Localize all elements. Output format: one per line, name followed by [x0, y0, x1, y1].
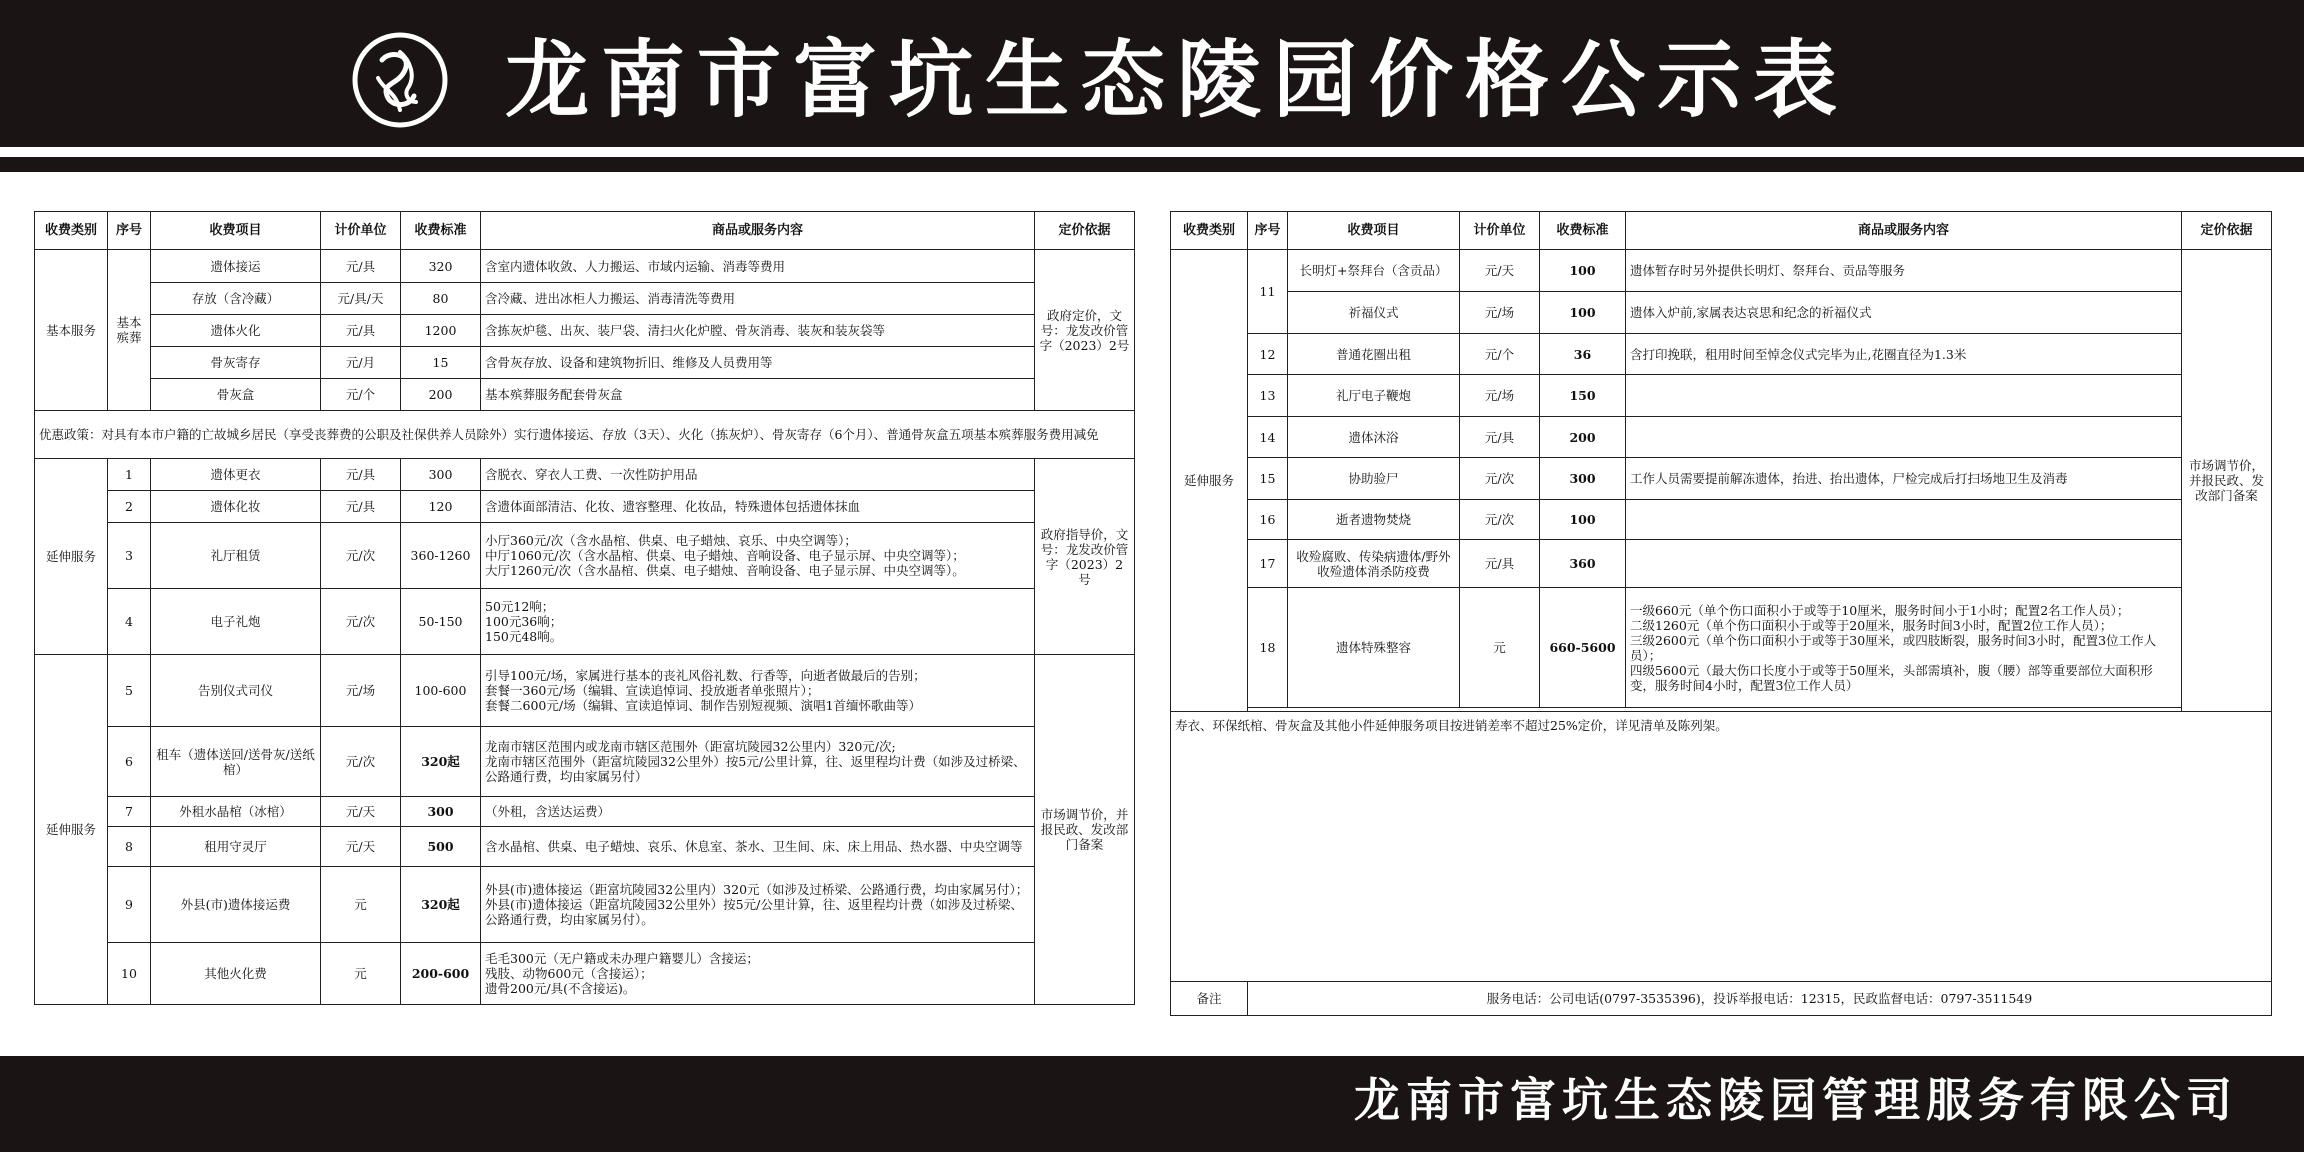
price-cell: 50-150	[401, 589, 481, 655]
content-cell	[1626, 417, 2182, 458]
content-cell: 含拣灰炉毯、出灰、装尸袋、清扫火化炉膛、骨灰消毒、装灰和装灰袋等	[481, 315, 1035, 347]
table-row	[1171, 458, 2272, 500]
unit-cell: 元/场	[1460, 292, 1540, 334]
col-header-basis: 定价依据	[2182, 212, 2272, 250]
unit-cell: 元/次	[1460, 500, 1540, 540]
content-cell: 含骨灰存放、设备和建筑物折旧、维修及人员费用等	[481, 347, 1035, 379]
content-cell	[481, 727, 1035, 797]
remark-text: 服务电话：公司电话(0797-3535396)，投诉举报电话：12315，民政监督电话：0797-3511549	[1248, 982, 2272, 1016]
price-cell: 200	[1540, 417, 1626, 458]
unit-cell: 元/天	[321, 797, 401, 827]
content-cell: 基本殡葬服务配套骨灰盒	[481, 379, 1035, 411]
content-line: 二级1260元（单个伤口面积小于或等于20厘米，服务时间3小时，配置2位工作人员）；	[1630, 617, 2113, 633]
table-row	[1171, 500, 2272, 540]
no-cell: 4	[108, 589, 151, 655]
table-row	[35, 347, 1135, 379]
unit-cell: 元/天	[1460, 250, 1540, 292]
item-cell: 长明灯+祭拜台（含贡品）	[1288, 250, 1460, 292]
content-line: 外县(市)遗体接运（距富坑陵园32公里内）320元（如涉及过桥梁、公路通行费，均由家属另付）；	[485, 882, 1029, 897]
unit-cell: 元/次	[321, 523, 401, 589]
footer-company-name: 龙南市富坑生态陵园管理服务有限公司	[1354, 1073, 2238, 1127]
basis-cell: 市场调节价，并报民政、发改部门备案	[1035, 655, 1135, 1005]
table-header-row	[1171, 212, 2272, 250]
no-cell: 14	[1248, 417, 1288, 458]
content-line: 中厅1060元/次（含水晶棺、供桌、电子蜡烛、音响设备、电子显示屏、中央空调等）；	[485, 548, 965, 563]
col-header-no: 序号	[108, 212, 151, 250]
unit-cell: 元/天	[321, 827, 401, 867]
table-row	[35, 867, 1135, 943]
unit-cell: 元/具	[321, 491, 401, 523]
price-cell: 360	[1540, 540, 1626, 588]
table-row	[35, 943, 1135, 1005]
content-line: 遗骨200元/具(不含接运)。	[485, 981, 636, 996]
item-cell: 祈福仪式	[1288, 292, 1460, 334]
price-cell: 300	[1540, 458, 1626, 500]
price-cell: 120	[401, 491, 481, 523]
unit-cell: 元/具	[1460, 540, 1540, 588]
col-header-no: 序号	[1248, 212, 1288, 250]
table-row	[35, 250, 1135, 283]
unit-cell: 元/场	[1460, 375, 1540, 417]
no-cell: 6	[108, 727, 151, 797]
price-cell: 150	[1540, 375, 1626, 417]
content-cell: 遗体暂存时另外提供长明灯、祭拜台、贡品等服务	[1626, 250, 2182, 292]
content-line: 小厅360元/次（含水晶棺、供桌、电子蜡烛、哀乐、中央空调等）；	[485, 533, 857, 548]
content-cell	[481, 523, 1035, 589]
price-cell: 200-600	[401, 943, 481, 1005]
price-cell: 300	[401, 459, 481, 491]
table-row	[1171, 334, 2272, 375]
item-cell: 遗体化妆	[151, 491, 321, 523]
price-cell: 320	[401, 250, 481, 283]
no-cell: 13	[1248, 375, 1288, 417]
table-row	[35, 315, 1135, 347]
price-table-right	[1170, 211, 2272, 1016]
unit-cell: 元/次	[321, 727, 401, 797]
table-row	[35, 283, 1135, 315]
basis-cell: 政府定价，文号：龙发改价管字（2023）2号	[1035, 250, 1135, 411]
col-header-category: 收费类别	[35, 212, 108, 250]
policy-note: 优惠政策：对具有本市户籍的亡故城乡居民（享受丧葬费的公职及社保供养人员除外）实行遗体接运、存放（3天）、火化（拣灰炉）、骨灰寄存（6个月）、普通骨灰盒五项基本殡葬服务费用减免	[35, 411, 1135, 459]
remark-row	[1171, 982, 2272, 1016]
table-row	[1171, 540, 2272, 588]
table-row	[1171, 375, 2272, 417]
content-line: 100元36响；	[485, 614, 563, 629]
item-cell: 遗体更衣	[151, 459, 321, 491]
no-cell: 17	[1248, 540, 1288, 588]
price-cell: 320起	[401, 727, 481, 797]
unit-cell: 元	[321, 867, 401, 943]
content-cell	[1626, 588, 2182, 708]
content-cell	[481, 589, 1035, 655]
content-cell	[1626, 375, 2182, 417]
col-header-price: 收费标准	[401, 212, 481, 250]
content-line: 三级2600元（单个伤口面积小于或等于30厘米，或四肢断裂，服务时间3小时，配置3位工作人员）；	[1630, 632, 2157, 663]
unit-cell: 元/具	[321, 250, 401, 283]
unit-cell: 元/具	[321, 315, 401, 347]
table-row	[1171, 250, 2272, 292]
item-cell: 收殓腐败、传染病遗体/野外收殓遗体消杀防疫费	[1288, 540, 1460, 588]
no-cell: 10	[108, 943, 151, 1005]
price-cell: 15	[401, 347, 481, 379]
item-cell: 协助验尸	[1288, 458, 1460, 500]
basis-cell: 市场调节价，并报民政、发改部门备案	[2182, 250, 2272, 712]
category-cell: 延伸服务	[35, 655, 108, 1005]
item-cell: 外县(市)遗体接运费	[151, 867, 321, 943]
item-cell: 租车（遗体送回/送骨灰/送纸棺）	[151, 727, 321, 797]
item-cell: 骨灰寄存	[151, 347, 321, 379]
content-cell: 工作人员需要提前解冻遗体，抬进、抬出遗体，尸检完成后打扫场地卫生及消毒	[1626, 458, 2182, 500]
table-row	[35, 827, 1135, 867]
table-row	[35, 379, 1135, 411]
no-cell: 5	[108, 655, 151, 727]
no-cell: 15	[1248, 458, 1288, 500]
price-cell: 36	[1540, 334, 1626, 375]
price-cell: 80	[401, 283, 481, 315]
price-cell: 320起	[401, 867, 481, 943]
price-cell: 100	[1540, 250, 1626, 292]
content-cell	[481, 867, 1035, 943]
content-line: 残肢、动物600元（含接运）；	[485, 966, 653, 981]
unit-cell: 元	[1460, 588, 1540, 708]
content-line: 引导100元/场，家属进行基本的丧礼风俗礼数、行香等，向逝者做最后的告别；	[485, 668, 926, 683]
item-cell: 租用守灵厅	[151, 827, 321, 867]
content-cell: 含脱衣、穿衣人工费、一次性防护用品	[481, 459, 1035, 491]
price-cell: 100	[1540, 292, 1626, 334]
table-row	[35, 491, 1135, 523]
unit-cell: 元/具	[321, 459, 401, 491]
col-header-price: 收费标准	[1540, 212, 1626, 250]
content-cell: 含冷藏、进出冰柜人力搬运、消毒清洗等费用	[481, 283, 1035, 315]
no-cell: 2	[108, 491, 151, 523]
no-cell: 16	[1248, 500, 1288, 540]
content-cell: 含打印挽联，租用时间至悼念仪式完毕为止,花圈直径为1.3米	[1626, 334, 2182, 375]
content-cell	[1626, 500, 2182, 540]
unit-cell: 元/次	[321, 589, 401, 655]
item-cell: 逝者遗物焚烧	[1288, 500, 1460, 540]
note-row	[1171, 712, 2272, 982]
content-cell	[1626, 540, 2182, 588]
no-cell: 9	[108, 867, 151, 943]
content-line: 套餐二600元/场（编辑、宣读追悼词、制作告别短视频、演唱1首缅怀歌曲等）	[485, 698, 922, 713]
unit-cell: 元/月	[321, 347, 401, 379]
no-cell: 18	[1248, 588, 1288, 708]
basis-cell: 政府指导价，文号：龙发改价管字（2023）2 号	[1035, 459, 1135, 655]
no-cell: 12	[1248, 334, 1288, 375]
col-header-basis: 定价依据	[1035, 212, 1135, 250]
content-cell	[481, 943, 1035, 1005]
unit-cell: 元/具	[1460, 417, 1540, 458]
table-row	[35, 655, 1135, 727]
content-line: 50元12响；	[485, 599, 555, 614]
item-cell: 遗体接运	[151, 250, 321, 283]
page-title: 龙南市富坑生态陵园价格公示表	[505, 31, 1850, 129]
col-header-unit: 计价单位	[321, 212, 401, 250]
no-cell: 7	[108, 797, 151, 827]
no-cell: 8	[108, 827, 151, 867]
content-cell: 含遗体面部清洁、化妆、遗容整理、化妆品，特殊遗体包括遗体抹血	[481, 491, 1035, 523]
unit-cell: 元	[321, 943, 401, 1005]
no-cell: 11	[1248, 250, 1288, 334]
table-row	[35, 459, 1135, 491]
table-row	[35, 589, 1135, 655]
lotus-swirl-logo-icon	[350, 30, 450, 130]
price-cell: 200	[401, 379, 481, 411]
content-cell: 遗体入炉前,家属表达哀思和纪念的祈福仪式	[1626, 292, 2182, 334]
unit-cell: 元/次	[1460, 458, 1540, 500]
group-cell: 基本殡葬	[108, 250, 151, 411]
price-table-left	[34, 211, 1135, 1005]
policy-row	[35, 411, 1135, 459]
item-cell: 存放（含冷藏）	[151, 283, 321, 315]
item-cell: 外租水晶棺（冰棺）	[151, 797, 321, 827]
content-cell: 含水晶棺、供桌、电子蜡烛、哀乐、休息室、茶水、卫生间、床、床上用品、热水器、中央空调等	[481, 827, 1035, 867]
item-cell: 礼厅电子鞭炮	[1288, 375, 1460, 417]
content-line: 龙南市辖区范围内或龙南市辖区范围外（距富坑陵园32公里内）320元/次;	[485, 739, 896, 754]
table-row	[35, 797, 1135, 827]
content-cell	[481, 655, 1035, 727]
col-header-content: 商品或服务内容	[1626, 212, 2182, 250]
item-cell: 礼厅租赁	[151, 523, 321, 589]
category-cell: 延伸服务	[1171, 250, 1248, 712]
item-cell: 电子礼炮	[151, 589, 321, 655]
col-header-category: 收费类别	[1171, 212, 1248, 250]
note-cell: 寿衣、环保纸棺、骨灰盒及其他小件延伸服务项目按进销差率不超过25%定价，详见清单及陈列架。	[1171, 712, 2272, 982]
item-cell: 其他火化费	[151, 943, 321, 1005]
content-line: 龙南市辖区范围外（距富坑陵园32公里外）按5元/公里计算，往、返里程均计费（如涉及过桥梁、公路通行费，均由家属另付）	[485, 754, 1026, 784]
table-row	[35, 523, 1135, 589]
col-header-unit: 计价单位	[1460, 212, 1540, 250]
col-header-item: 收费项目	[151, 212, 321, 250]
remark-label: 备注	[1171, 982, 1248, 1016]
table-row	[1171, 588, 2272, 708]
item-cell: 告别仪式司仪	[151, 655, 321, 727]
no-cell: 3	[108, 523, 151, 589]
content-cell: （外租，含送达运费）	[481, 797, 1035, 827]
item-cell: 遗体沐浴	[1288, 417, 1460, 458]
item-cell: 遗体火化	[151, 315, 321, 347]
content-line: 大厅1260元/次（含水晶棺、供桌、电子蜡烛、音响设备、电子显示屏、中央空调等）。	[485, 563, 965, 578]
content-line: 外县(市)遗体接运（距富坑陵园32公里外）按5元/公里计算，往、返里程均计费（如涉及过桥梁、公路通行费，均由家属另付）。	[485, 897, 1023, 927]
item-cell: 骨灰盒	[151, 379, 321, 411]
unit-cell: 元/个	[1460, 334, 1540, 375]
col-header-item: 收费项目	[1288, 212, 1460, 250]
price-cell: 300	[401, 797, 481, 827]
price-cell: 360-1260	[401, 523, 481, 589]
header-divider	[0, 147, 2304, 157]
item-cell: 遗体特殊整容	[1288, 588, 1460, 708]
price-cell: 1200	[401, 315, 481, 347]
header-banner	[0, 0, 2304, 140]
item-cell: 普通花圈出租	[1288, 334, 1460, 375]
category-cell: 基本服务	[35, 250, 108, 411]
content-line: 150元48响。	[485, 629, 563, 644]
price-cell: 100	[1540, 500, 1626, 540]
unit-cell: 元/场	[321, 655, 401, 727]
price-cell: 100-600	[401, 655, 481, 727]
content-line: 套餐一360元/场（编辑、宣读追悼词、投放逝者单张照片）；	[485, 683, 820, 698]
category-cell: 延伸服务	[35, 459, 108, 655]
table-row	[1171, 417, 2272, 458]
price-cell: 500	[401, 827, 481, 867]
table-row	[1171, 292, 2272, 334]
price-cell: 660-5600	[1540, 588, 1626, 708]
content-cell: 含室内遗体收敛、人力搬运、市域内运输、消毒等费用	[481, 250, 1035, 283]
content-line: 四级5600元（最大伤口长度小于或等于50厘米，头部需填补，腹（腰）部等重要部位大面积形变，服务时间4小时，配置3位工作人员）	[1630, 662, 2153, 693]
unit-cell: 元/具/天	[321, 283, 401, 315]
content-line: 一级660元（单个伤口面积小于或等于10厘米，服务时间小于1小时；配置2名工作人员）；	[1630, 602, 2130, 618]
content-line: 毛毛300元（无户籍或未办理户籍婴儿）含接运；	[485, 951, 759, 966]
unit-cell: 元/个	[321, 379, 401, 411]
table-header-row	[35, 212, 1135, 250]
table-row	[35, 727, 1135, 797]
no-cell: 1	[108, 459, 151, 491]
col-header-content: 商品或服务内容	[481, 212, 1035, 250]
